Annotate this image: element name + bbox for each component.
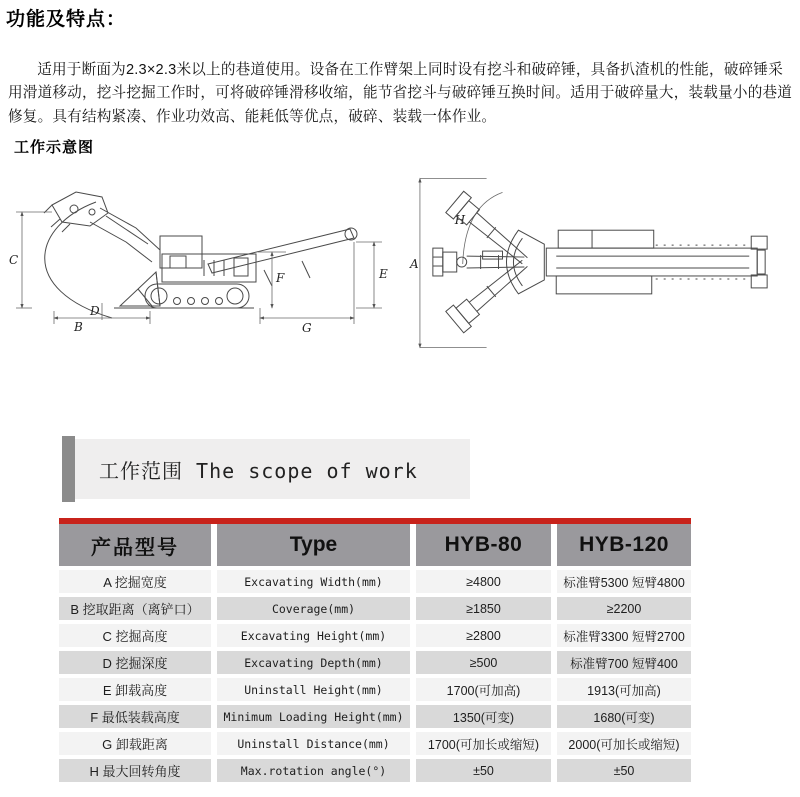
table-cell: 标准臂3300 短臂2700 — [557, 624, 691, 647]
column-header-hyb120: HYB-120 — [557, 524, 691, 566]
table-row — [59, 597, 691, 620]
table-cell: 1700(可加长或缩短) — [416, 732, 551, 755]
machine-side-view-drawing — [2, 172, 400, 344]
table-row — [59, 624, 691, 647]
table-cell: 1350(可变) — [416, 705, 551, 728]
table-cell: A 挖掘宽度 — [59, 570, 211, 593]
table-header-row — [59, 524, 691, 566]
intro-paragraph: 适用于断面为2.3×2.3米以上的巷道使用。设备在工作臂架上同时设有挖斗和破碎锤，具备扒渣机的性能，破碎锤采用滑道移动，挖斗挖掘工作时，可将破碎锤滑移收缩，能节省挖斗与破碎锤互换时间。适用于破碎量大，装载量小的巷道修复。具有结构紧凑、作业功效高、能耗低等优点，破碎、装载一体作业。 — [8, 61, 793, 125]
table-cell: 1680(可变) — [557, 705, 691, 728]
column-header-hyb80: HYB-80 — [416, 524, 551, 566]
table-cell: Uninstall Height(mm) — [217, 678, 410, 701]
table-row — [59, 651, 691, 674]
table-cell: 1700(可加高) — [416, 678, 551, 701]
table-cell: 2000(可加长或缩短) — [557, 732, 691, 755]
dim-label-a: A — [409, 257, 419, 272]
table-cell: Excavating Height(mm) — [217, 624, 410, 647]
table-cell: 1913(可加高) — [557, 678, 691, 701]
dim-label-e: E — [379, 267, 388, 281]
table-cell: 标准臂700 短臂400 — [557, 651, 691, 674]
table-cell: 标准臂5300 短臂4800 — [557, 570, 691, 593]
column-header-model: 产品型号 — [59, 524, 211, 566]
table-row — [59, 705, 691, 728]
table-row — [59, 759, 691, 782]
table-cell: Uninstall Distance(mm) — [217, 732, 410, 755]
page-title: 功能及特点： — [6, 9, 127, 30]
table-cell: B 挖取距离（离铲口） — [59, 597, 211, 620]
table-cell: E 卸载高度 — [59, 678, 211, 701]
table-cell: ≥4800 — [416, 570, 551, 593]
table-cell: F 最低装载高度 — [59, 705, 211, 728]
table-cell: Excavating Depth(mm) — [217, 651, 410, 674]
table-cell: ≥2200 — [557, 597, 691, 620]
table-cell: Excavating Width(mm) — [217, 570, 410, 593]
scope-section-header — [75, 439, 470, 499]
dim-label-c: C — [9, 253, 19, 267]
table-row — [59, 732, 691, 755]
table-cell: Minimum Loading Height(mm) — [217, 705, 410, 728]
column-header-type: Type — [217, 524, 410, 566]
dim-label-f: F — [276, 271, 285, 285]
dim-label-d: D — [90, 304, 100, 318]
table-cell: ≥2800 — [416, 624, 551, 647]
table-row — [59, 678, 691, 701]
dim-label-h: H — [454, 213, 466, 228]
dim-label-b: B — [74, 320, 83, 334]
scope-section-title: 工作范围 The scope of work — [99, 458, 418, 483]
table-cell: G 卸载距离 — [59, 732, 211, 755]
table-cell: Coverage(mm) — [217, 597, 410, 620]
section-accent-bar — [62, 436, 75, 502]
dim-label-g: G — [302, 321, 312, 335]
diagram-heading: 工作示意图 — [14, 139, 95, 156]
table-cell: D 挖掘深度 — [59, 651, 211, 674]
table-cell: Max.rotation angle(°) — [217, 759, 410, 782]
machine-top-view-drawing — [407, 172, 795, 367]
table-cell: ≥500 — [416, 651, 551, 674]
table-cell: ±50 — [557, 759, 691, 782]
table-row — [59, 570, 691, 593]
table-cell: ±50 — [416, 759, 551, 782]
table-cell: C 挖掘高度 — [59, 624, 211, 647]
table-cell: H 最大回转角度 — [59, 759, 211, 782]
table-cell: ≥1850 — [416, 597, 551, 620]
spec-table — [59, 518, 691, 782]
